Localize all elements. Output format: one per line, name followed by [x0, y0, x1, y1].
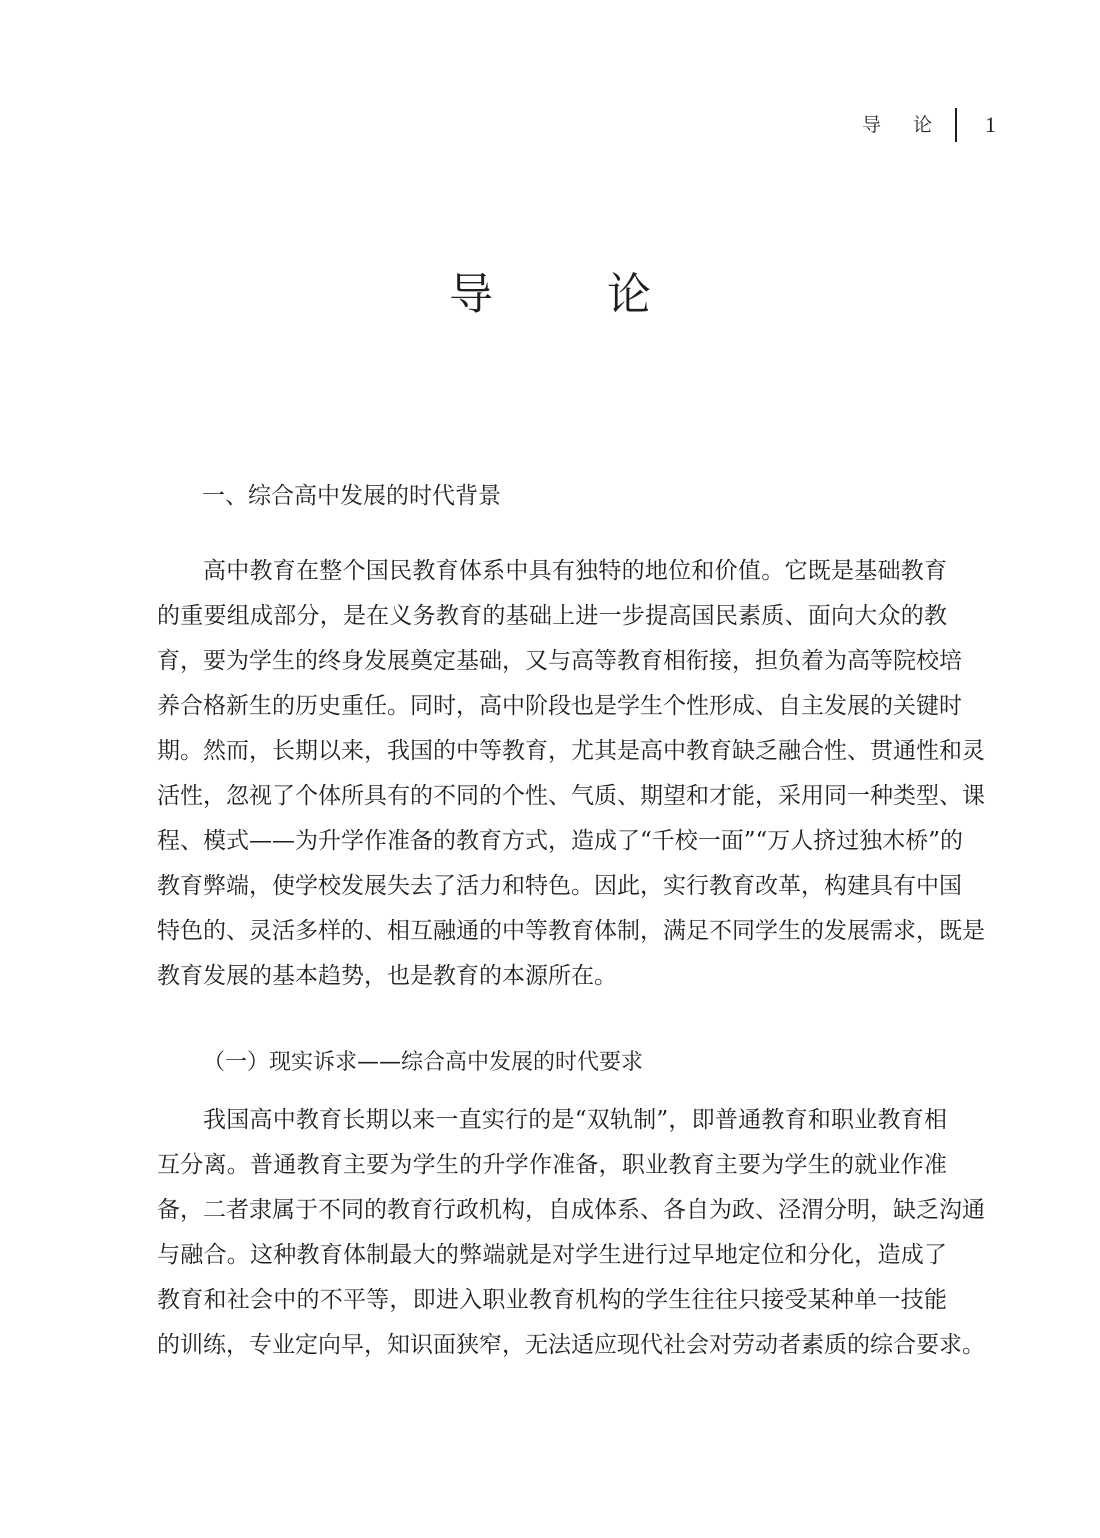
paragraph-line: 教育和社会中的不平等，即进入职业教育机构的学生往往只接受某种单一技能 [157, 1287, 947, 1313]
chapter-title: 导 论 [449, 269, 701, 320]
paragraph-line: 活性，忽视了个体所具有的不同的个性、气质、期望和才能，采用同一种类型、课 [157, 783, 985, 809]
paragraph-line: 互分离。普通教育主要为学生的升学作准备，职业教育主要为学生的就业作准 [157, 1152, 947, 1178]
paragraph-line: 备，二者隶属于不同的教育行政机构，自成体系、各自为政、泾渭分明，缺乏沟通 [157, 1197, 985, 1223]
paragraph-line: 教育发展的基本趋势，也是教育的本源所在。 [157, 963, 617, 989]
paragraph-line: 的训练，专业定向早，知识面狭窄，无法适应现代社会对劳动者素质的综合要求。 [157, 1332, 985, 1358]
paragraph-line: 期。然而，长期以来，我国的中等教育，尤其是高中教育缺乏融合性、贯通性和灵 [157, 738, 985, 764]
paragraph-line: 的重要组成部分，是在义务教育的基础上进一步提高国民素质、面向大众的教 [157, 603, 947, 629]
paragraph-line: 特色的、灵活多样的、相互融通的中等教育体制，满足不同学生的发展需求，既是 [157, 918, 985, 944]
paragraph-line: 教育弊端，使学校发展失去了活力和特色。因此，实行教育改革，构建具有中国 [157, 873, 962, 899]
paragraph-line: 养合格新生的历史重任。同时，高中阶段也是学生个性形成、自主发展的关键时 [157, 693, 962, 719]
paragraph-line: 程、模式——为升学作准备的教育方式，造成了“千校一面”“万人挤过独木桥”的 [157, 828, 964, 854]
running-head-title: 导 论 [861, 114, 945, 136]
running-head [0, 108, 1100, 142]
section-heading: 一、综合高中发展的时代背景 [202, 483, 501, 509]
paragraph-line: 育，要为学生的终身发展奠定基础，又与高等教育相衔接，担负着为高等院校培 [157, 648, 962, 674]
paragraph-line: 我国高中教育长期以来一直实行的是“双轨制”，即普通教育和职业教育相 [203, 1107, 947, 1133]
sub-heading: （一）现实诉求——综合高中发展的时代要求 [203, 1050, 644, 1075]
page-number: 1 [985, 112, 996, 137]
paragraph-line: 与融合。这种教育体制最大的弊端就是对学生进行过早地定位和分化，造成了 [157, 1242, 947, 1268]
running-head-divider [955, 108, 957, 142]
paragraph-line: 高中教育在整个国民教育体系中具有独特的地位和价值。它既是基础教育 [203, 558, 947, 584]
